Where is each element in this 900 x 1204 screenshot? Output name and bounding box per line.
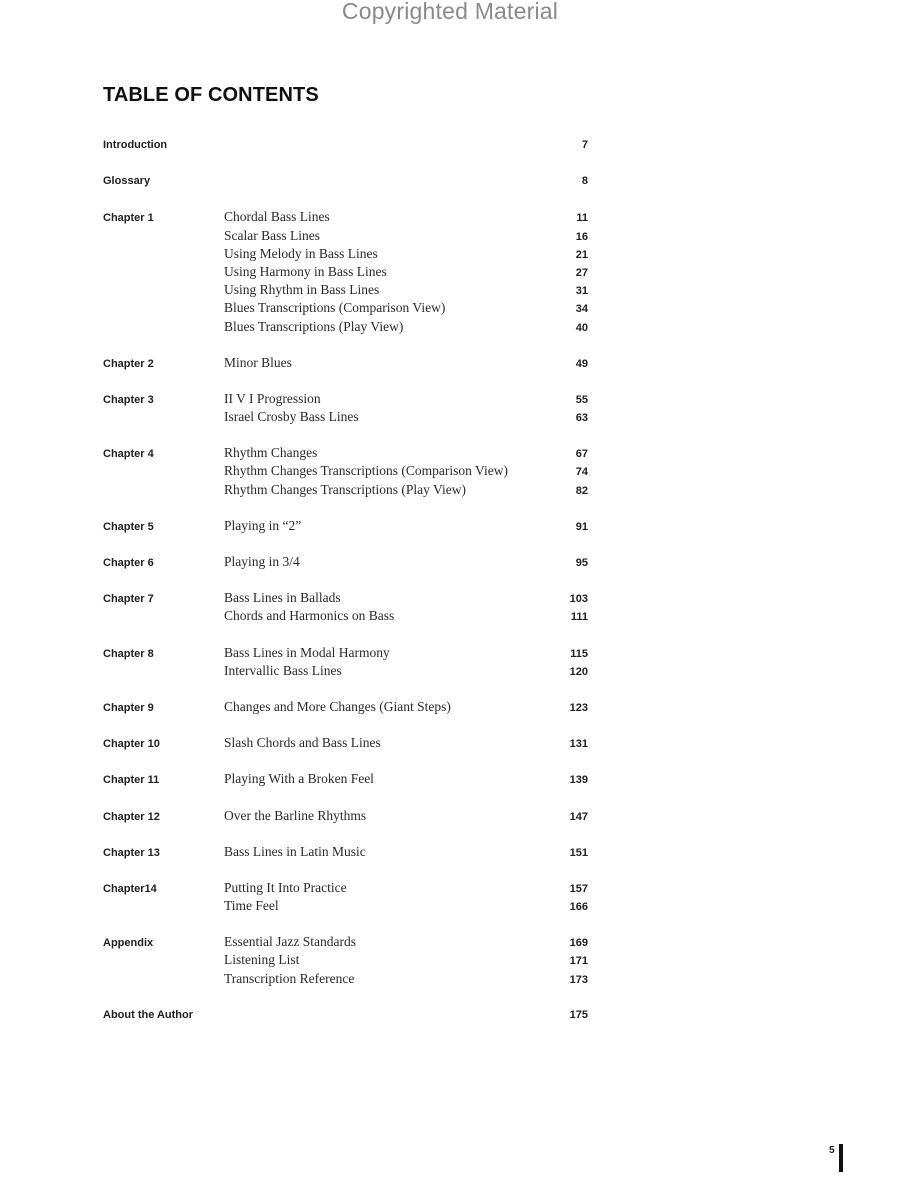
section-label: Chapter 9 <box>103 701 154 714</box>
page-number: 111 <box>570 611 588 624</box>
entry-title: Slash Chords and Bass Lines <box>224 735 381 751</box>
page-number: 91 <box>575 520 588 533</box>
entry-title: Playing in “2” <box>224 517 302 533</box>
toc-row[interactable] <box>103 517 588 535</box>
page-number: 31 <box>575 285 588 298</box>
page-number: 11 <box>576 212 588 225</box>
section-label: Chapter 7 <box>103 593 154 606</box>
copyright-watermark: Copyrighted Material <box>341 0 559 24</box>
page-number: 40 <box>575 321 588 334</box>
entry-title: Transcription Reference <box>224 970 355 986</box>
entry-title: Rhythm Changes <box>224 445 318 461</box>
toc-row[interactable] <box>103 734 588 752</box>
page-number: 5 <box>829 1145 835 1156</box>
toc-row[interactable] <box>103 698 588 716</box>
entry-title: Using Rhythm in Bass Lines <box>224 282 380 298</box>
section-label: Chapter 4 <box>103 448 154 461</box>
page-folio <box>829 1144 843 1172</box>
section-label: Chapter 3 <box>103 393 154 406</box>
page-number: 123 <box>569 701 588 714</box>
entry-title: II V I Progression <box>224 390 321 406</box>
page-number: 120 <box>569 665 588 678</box>
page-number: 175 <box>569 1008 588 1021</box>
toc-row[interactable] <box>103 951 588 969</box>
toc-row[interactable] <box>103 662 588 680</box>
toc-row[interactable] <box>103 897 588 915</box>
toc-section <box>103 933 588 988</box>
page-number: 7 <box>581 139 588 151</box>
page-number: 16 <box>575 230 588 243</box>
toc-row[interactable] <box>103 263 588 281</box>
toc-row[interactable] <box>103 553 588 571</box>
page-number: 82 <box>575 484 588 497</box>
entry-title: Minor Blues <box>224 354 292 370</box>
entry-title: Putting It Into Practice <box>224 879 347 895</box>
page-number: 157 <box>569 882 588 895</box>
entry-title: Blues Transcriptions (Play View) <box>224 318 404 334</box>
toc-section <box>103 1006 588 1024</box>
toc-section <box>103 444 588 499</box>
toc-section <box>103 589 588 625</box>
page-number: 115 <box>570 647 588 660</box>
table-of-contents <box>103 136 588 1042</box>
toc-row[interactable] <box>103 408 588 426</box>
entry-title: Playing in 3/4 <box>224 554 300 569</box>
entry-title: Intervallic Bass Lines <box>224 662 342 678</box>
page-number: 27 <box>575 266 588 279</box>
toc-row[interactable] <box>103 589 588 607</box>
page-number: 171 <box>569 955 588 968</box>
page-number: 147 <box>569 810 588 823</box>
page-number: 55 <box>575 393 588 406</box>
toc-section <box>103 770 588 788</box>
toc-section <box>103 354 588 372</box>
entry-title: Chords and Harmonics on Bass <box>224 608 395 624</box>
page-number: 21 <box>575 248 588 261</box>
entry-title: Israel Crosby Bass Lines <box>224 409 359 425</box>
toc-row[interactable] <box>103 299 588 317</box>
entry-title: Playing With a Broken Feel <box>224 771 374 787</box>
toc-section <box>103 553 588 571</box>
toc-section <box>103 517 588 535</box>
toc-section <box>103 208 588 335</box>
toc-row[interactable] <box>103 354 588 372</box>
toc-row[interactable] <box>103 1006 588 1024</box>
toc-row[interactable] <box>103 462 588 480</box>
section-label: Chapter 11 <box>103 774 160 787</box>
toc-row[interactable] <box>103 318 588 336</box>
page-number: 103 <box>569 593 588 606</box>
page-number: 67 <box>575 448 588 461</box>
toc-section <box>103 172 588 190</box>
toc-row[interactable] <box>103 481 588 499</box>
section-label: Chapter14 <box>103 882 157 895</box>
entry-title: Over the Barline Rhythms <box>224 807 367 823</box>
entry-title: Rhythm Changes Transcriptions (Comparison View) <box>224 463 508 479</box>
page-title: TABLE OF CONTENTS <box>103 84 319 106</box>
entry-title: Listening List <box>224 952 300 968</box>
toc-section <box>103 390 588 426</box>
toc-row[interactable] <box>103 172 588 190</box>
toc-section <box>103 644 588 680</box>
toc-row[interactable] <box>103 807 588 825</box>
entry-title: Chordal Bass Lines <box>224 209 330 225</box>
page-number: 151 <box>569 846 588 859</box>
toc-row[interactable] <box>103 607 588 625</box>
section-label: Chapter 10 <box>103 738 160 751</box>
toc-row[interactable] <box>103 933 588 951</box>
entry-title: Changes and More Changes (Giant Steps) <box>224 698 451 714</box>
section-label: About the Author <box>103 1008 194 1021</box>
toc-row[interactable] <box>103 843 588 861</box>
entry-title: Blues Transcriptions (Comparison View) <box>224 300 446 316</box>
entry-title: Bass Lines in Modal Harmony <box>224 644 390 660</box>
section-label: Glossary <box>103 175 151 188</box>
section-label: Chapter 12 <box>103 810 160 823</box>
entry-title: Scalar Bass Lines <box>224 227 320 243</box>
page-number: 166 <box>569 901 588 914</box>
entry-title: Essential Jazz Standards <box>224 934 356 950</box>
toc-row[interactable] <box>103 208 588 226</box>
section-label: Appendix <box>103 937 154 950</box>
entry-title: Rhythm Changes Transcriptions (Play View) <box>224 481 466 497</box>
page-number: 63 <box>575 412 588 425</box>
page-number: 139 <box>569 774 588 787</box>
toc-row[interactable] <box>103 970 588 988</box>
toc-row[interactable] <box>103 770 588 788</box>
section-label: Chapter 2 <box>103 357 154 370</box>
section-label: Introduction <box>103 139 168 151</box>
toc-row[interactable] <box>103 444 588 462</box>
toc-section <box>103 843 588 861</box>
toc-row[interactable] <box>103 644 588 662</box>
section-label: Chapter 1 <box>103 212 154 225</box>
page-number: 169 <box>569 937 588 950</box>
section-label: Chapter 5 <box>103 520 154 533</box>
page-number: 49 <box>575 357 588 370</box>
entry-title: Using Harmony in Bass Lines <box>224 263 387 279</box>
toc-row[interactable] <box>103 245 588 263</box>
toc-section <box>103 136 588 154</box>
entry-title: Bass Lines in Ballads <box>224 590 341 606</box>
toc-section <box>103 698 588 716</box>
section-label: Chapter 13 <box>103 846 160 859</box>
page-number: 8 <box>581 175 588 188</box>
entry-title: Using Melody in Bass Lines <box>224 245 378 261</box>
entry-title: Bass Lines in Latin Music <box>224 843 366 859</box>
folio-bar <box>839 1144 843 1172</box>
page-number: 173 <box>569 973 588 986</box>
toc-section <box>103 879 588 915</box>
toc-row[interactable] <box>103 227 588 245</box>
toc-section <box>103 734 588 752</box>
page-number: 74 <box>575 466 588 479</box>
toc-row[interactable] <box>103 136 588 154</box>
page-number: 131 <box>569 738 588 751</box>
toc-row[interactable] <box>103 879 588 897</box>
toc-row[interactable] <box>103 390 588 408</box>
section-label: Chapter 8 <box>103 647 154 660</box>
entry-title: Time Feel <box>224 898 279 914</box>
toc-row[interactable] <box>103 281 588 299</box>
section-label: Chapter 6 <box>103 557 154 569</box>
page-number: 34 <box>575 303 588 316</box>
toc-section <box>103 807 588 825</box>
page-number: 95 <box>575 557 588 569</box>
